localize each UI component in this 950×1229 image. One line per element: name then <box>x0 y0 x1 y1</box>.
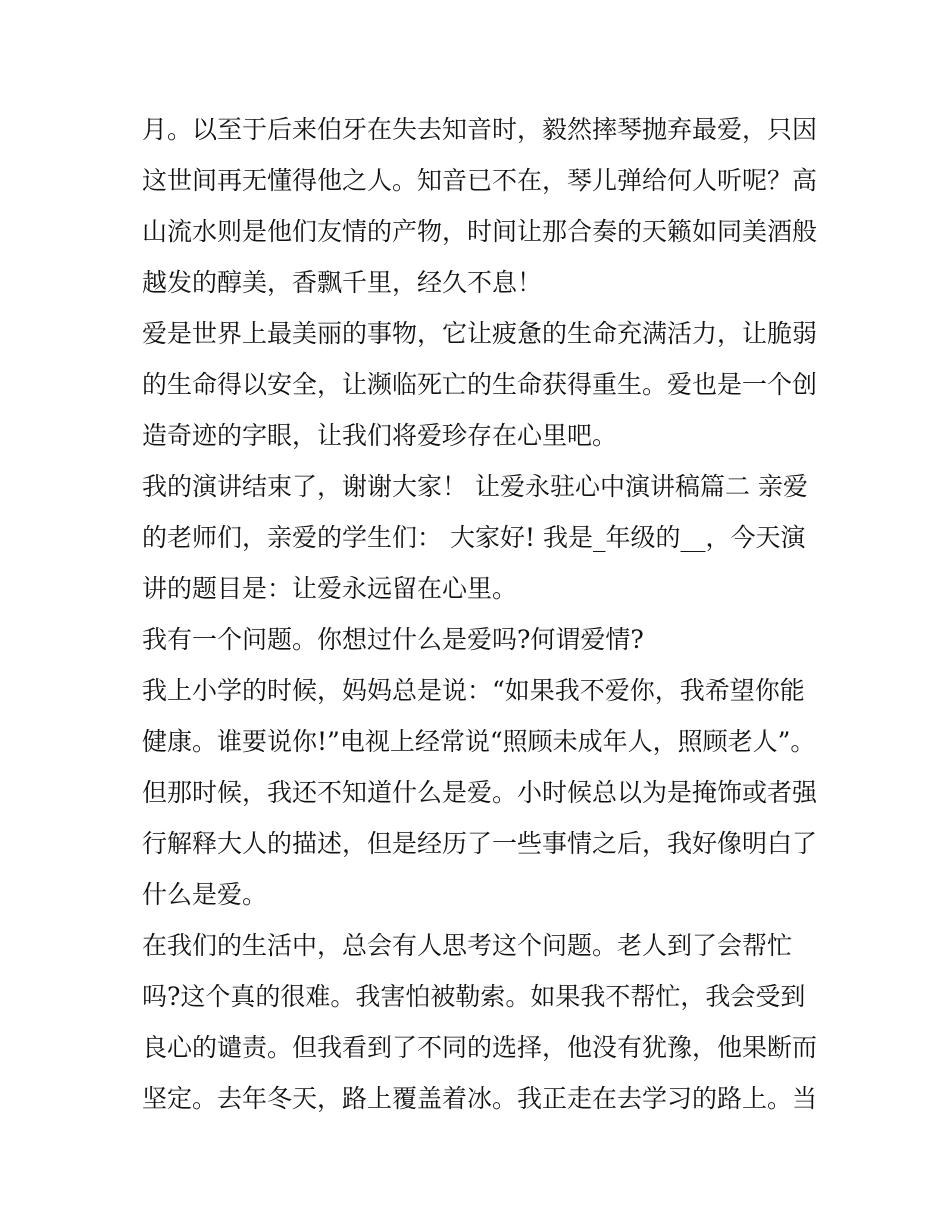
text-line: 的生命得以安全，让濒临死亡的生命获得重生。爱也是一个创 <box>142 370 818 399</box>
text-line: 行解释大人的描述，但是经历了一些事情之后，我好像明白了 <box>142 829 818 858</box>
text-line: 山流水则是他们友情的产物，时间让那合奏的天籁如同美酒般 <box>142 217 818 246</box>
text-line: 爱是世界上最美丽的事物，它让疲惫的生命充满活力，让脆弱 <box>142 319 818 348</box>
text-line: 吗?这个真的很难。我害怕被勒索。如果我不帮忙，我会受到 <box>142 982 806 1011</box>
text-line: 坚定。去年冬天，路上覆盖着冰。我正走在去学习的路上。当 <box>142 1084 818 1113</box>
text-line: 这世间再无懂得他之人。知音已不在，琴儿弹给何人听呢？高 <box>142 166 818 195</box>
text-line: 讲的题目是：让爱永远留在心里。 <box>142 574 518 603</box>
text-line: 我有一个问题。你想过什么是爱吗?何谓爱情? <box>142 625 644 654</box>
text-line: 我上小学的时候，妈妈总是说：“如果我不爱你，我希望你能 <box>142 676 805 705</box>
text-line: 月。以至于后来伯牙在失去知音时，毅然摔琴抛弃最爱，只因 <box>142 115 818 144</box>
text-line: 健康。谁要说你!”电视上经常说“照顾未成年人，照顾老人”。 <box>142 727 816 756</box>
text-line: 的老师们，亲爱的学生们： 大家好! 我是_年级的__，今天演 <box>142 523 806 552</box>
text-line: 造奇迹的字眼，让我们将爱珍存在心里吧。 <box>142 421 618 450</box>
text-line: 良心的谴责。但我看到了不同的选择，他没有犹豫，他果断而 <box>142 1033 818 1062</box>
text-line: 越发的醇美，香飘千里，经久不息！ <box>142 268 543 297</box>
text-line: 什么是爱。 <box>142 880 268 909</box>
text-line: 我的演讲结束了，谢谢大家！ 让爱永驻心中演讲稿篇二 亲爱 <box>142 472 808 501</box>
body-text <box>142 104 818 1124</box>
text-line: 但那时候，我还不知道什么是爱。小时候总以为是掩饰或者强 <box>142 778 818 807</box>
text-line: 在我们的生活中，总会有人思考这个问题。老人到了会帮忙 <box>142 931 793 960</box>
